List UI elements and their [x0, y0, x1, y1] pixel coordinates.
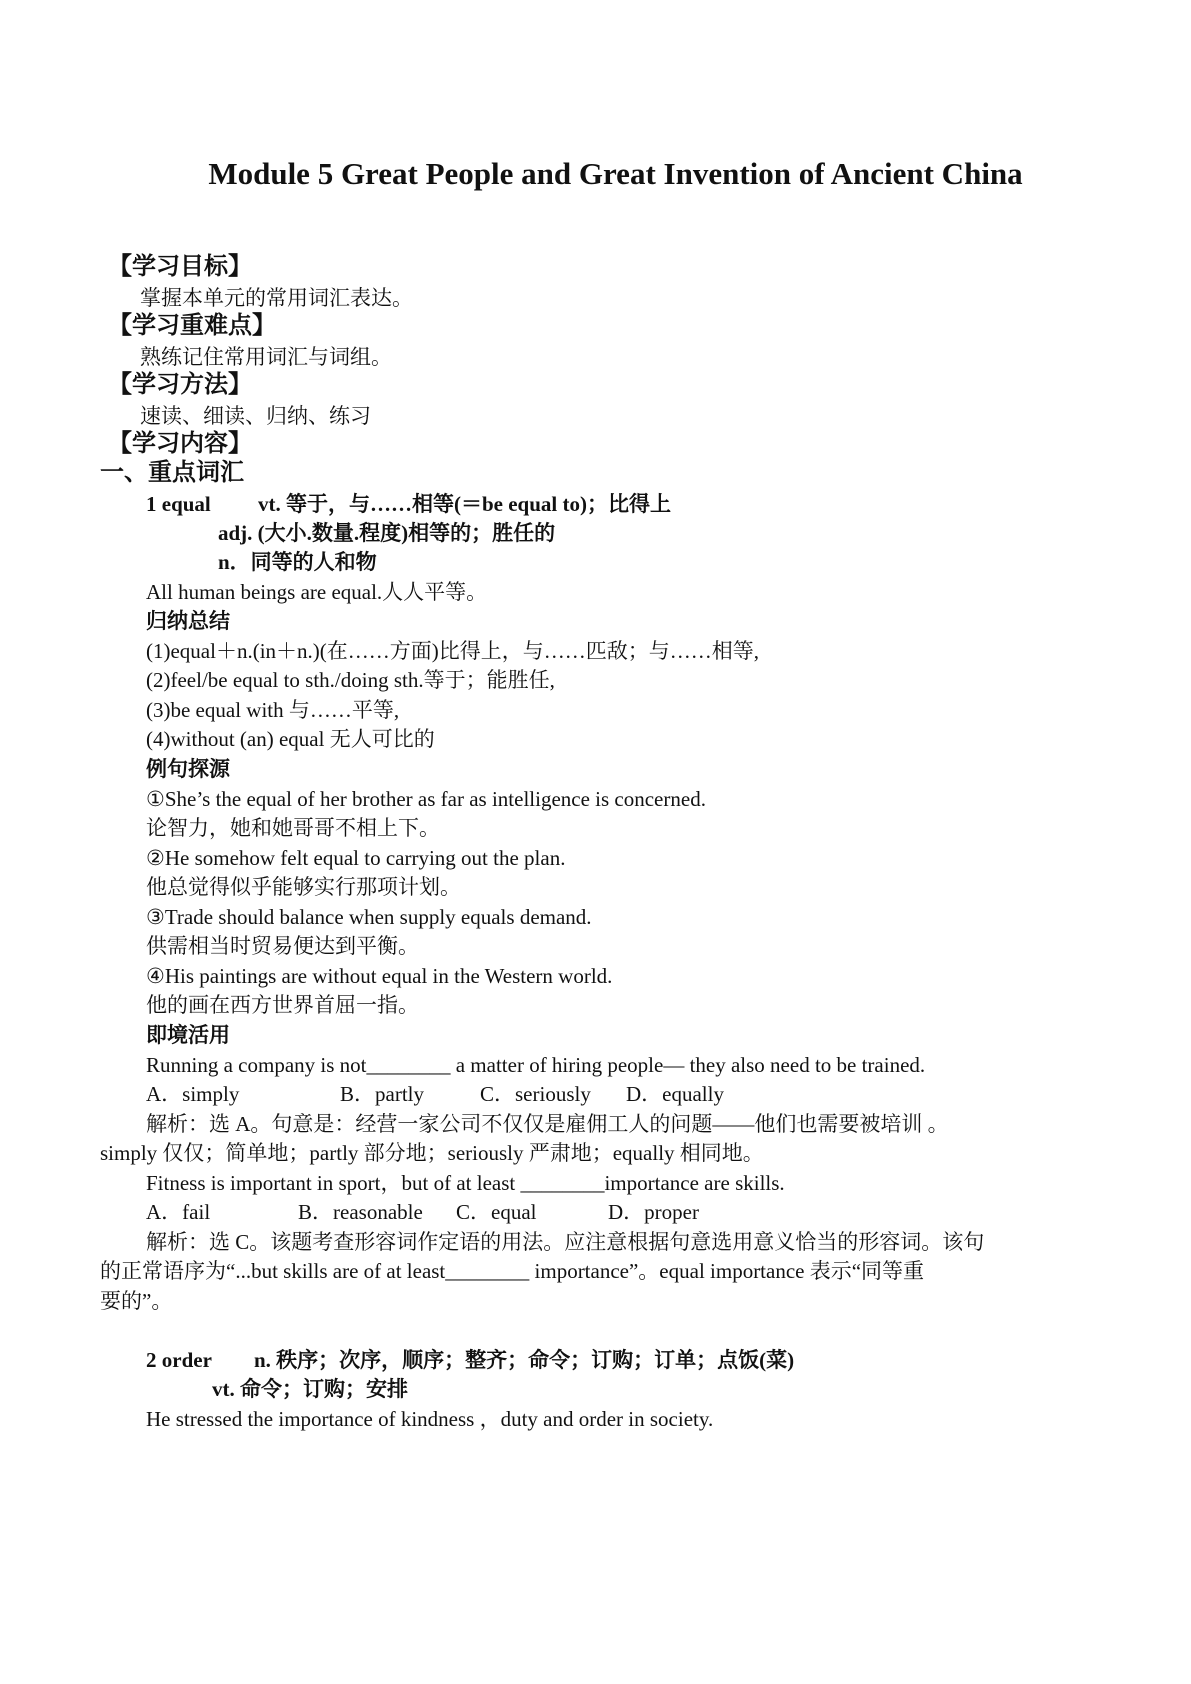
- example-sentence: ③Trade should balance when supply equals demand.: [146, 905, 592, 929]
- question-1-options: [146, 1081, 724, 1107]
- content-heading: 【学习内容】: [108, 431, 252, 457]
- word1-adj-definition: adj. (大小.数量.程度)相等的；胜任的: [218, 521, 556, 545]
- word2-n-definition: n. 秩序；次序，顺序；整齐；命令；订购；订单；点饭(菜): [254, 1348, 795, 1372]
- word1-n-definition: n．同等的人和物: [218, 550, 377, 574]
- option-c: C．seriously: [480, 1082, 591, 1106]
- example-sentence: ④His paintings are without equal in the Western world.: [146, 964, 613, 988]
- question-1: Running a company is not________ a matter of hiring people— they also need to be trained.: [146, 1053, 926, 1077]
- example-translation: 他总觉得似乎能够实行那项计划。: [146, 875, 461, 899]
- example-sentence: ②He somehow felt equal to carrying out the plan.: [146, 846, 566, 870]
- option-d: D．proper: [608, 1200, 699, 1224]
- examples-heading: 例句探源: [146, 757, 230, 781]
- option-c: C．equal: [456, 1200, 537, 1224]
- word1-vt-definition: vt. 等于，与……相等(＝be equal to)；比得上: [258, 492, 671, 516]
- answer-2-line: 的正常语序为“...but skills are of at least________ importance”。equal importance 表示“同等重: [100, 1259, 925, 1283]
- method-heading: 【学习方法】: [108, 372, 252, 398]
- key-points-heading: 【学习重难点】: [108, 313, 276, 339]
- summary-item: (2)feel/be equal to sth./doing sth.等于；能胜任,: [146, 668, 555, 692]
- summary-item: (3)be equal with 与……平等,: [146, 698, 400, 722]
- key-points-text: 熟练记住常用词汇与词组。: [140, 345, 392, 369]
- practice-heading: 即境活用: [146, 1023, 230, 1047]
- answer-2-line: 要的”。: [100, 1289, 173, 1313]
- method-text: 速读、细读、归纳、练习: [140, 404, 371, 428]
- word2-vt-definition: vt. 命令；订购；安排: [212, 1377, 408, 1401]
- goal-text: 掌握本单元的常用词汇表达。: [140, 286, 413, 310]
- question-2-options: [146, 1199, 699, 1225]
- goal-heading: 【学习目标】: [108, 254, 252, 280]
- word2-headword: 2 order: [146, 1348, 212, 1372]
- example-translation: 供需相当时贸易便达到平衡。: [146, 934, 419, 958]
- word2-example: He stressed the importance of kindness ，duty and order in society.: [146, 1407, 714, 1431]
- summary-heading: 归纳总结: [146, 609, 230, 633]
- option-a: A．simply: [146, 1082, 240, 1106]
- word1-example: All human beings are equal.人人平等。: [146, 580, 488, 604]
- answer-2-line: 解析：选 C。该题考查形容词作定语的用法。应注意根据句意选用意义恰当的形容词。该句: [146, 1230, 985, 1254]
- question-2: Fitness is important in sport，but of at least ________importance are skills.: [146, 1171, 785, 1195]
- example-sentence: ①She’s the equal of her brother as far as intelligence is concerned.: [146, 787, 706, 811]
- word1-headword: 1 equal: [146, 492, 211, 516]
- part-one-heading: 一、重点词汇: [100, 460, 244, 486]
- answer-1-line: 解析：选 A。句意是：经营一家公司不仅仅是雇佣工人的问题——他们也需要被培训 。: [146, 1112, 949, 1136]
- page-title: Module 5 Great People and Great Invention of Ancient China: [208, 156, 1023, 191]
- option-b: B．reasonable: [298, 1200, 423, 1224]
- summary-item: (1)equal＋n.(in＋n.)(在……方面)比得上，与……匹敌；与……相等,: [146, 639, 760, 663]
- summary-item: (4)without (an) equal 无人可比的: [146, 727, 435, 751]
- option-d: D．equally: [626, 1082, 724, 1106]
- example-translation: 他的画在西方世界首屈一指。: [146, 993, 419, 1017]
- option-b: B．partly: [340, 1082, 424, 1106]
- option-a: A．fail: [146, 1200, 211, 1224]
- answer-1-line: simply 仅仅；简单地；partly 部分地；seriously 严肃地；equally 相同地。: [100, 1141, 764, 1165]
- example-translation: 论智力，她和她哥哥不相上下。: [146, 816, 440, 840]
